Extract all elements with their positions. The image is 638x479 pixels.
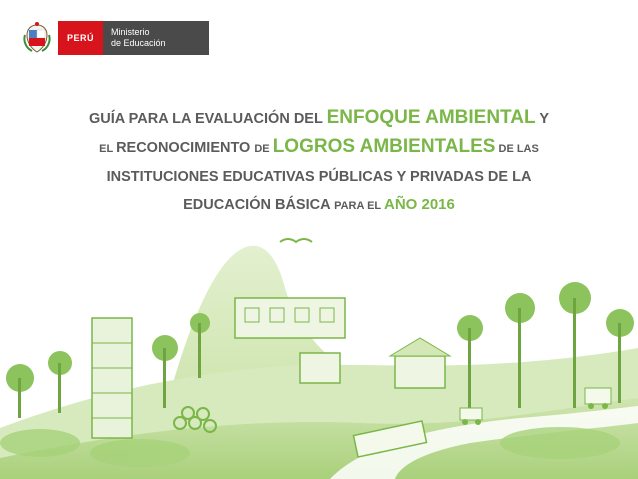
ministry-line-2: de Educación — [111, 38, 166, 48]
school-building — [235, 298, 345, 338]
title-line-1: GUÍA PARA LA EVALUACIÓN DEL ENFOQUE AMBIENTAL Y — [88, 107, 550, 128]
title-highlight-logros: LOGROS AMBIENTALES — [272, 136, 496, 157]
eco-town-illustration — [0, 228, 638, 479]
national-crest-icon — [22, 21, 52, 55]
ministry-badge — [103, 21, 209, 55]
document-title — [40, 104, 598, 220]
tall-building — [92, 318, 132, 438]
title-highlight-enfoque: ENFOQUE AMBIENTAL — [326, 107, 536, 128]
title-line-4: EDUCACIÓN BÁSICA PARA EL AÑO 2016 — [183, 196, 455, 213]
bird-icon — [280, 239, 312, 242]
title-year: AÑO 2016 — [383, 196, 455, 213]
title-line-2: EL RECONOCIMIENTO DE LOGROS AMBIENTALES DE LAS — [99, 136, 539, 157]
title-line-3: INSTITUCIONES EDUCATIVAS PÚBLICAS Y PRIVADAS DE LA — [106, 169, 532, 185]
country-badge: PERÚ — [58, 21, 103, 55]
ministry-line-1: Ministerio — [111, 27, 150, 37]
ministry-logo — [22, 21, 209, 55]
